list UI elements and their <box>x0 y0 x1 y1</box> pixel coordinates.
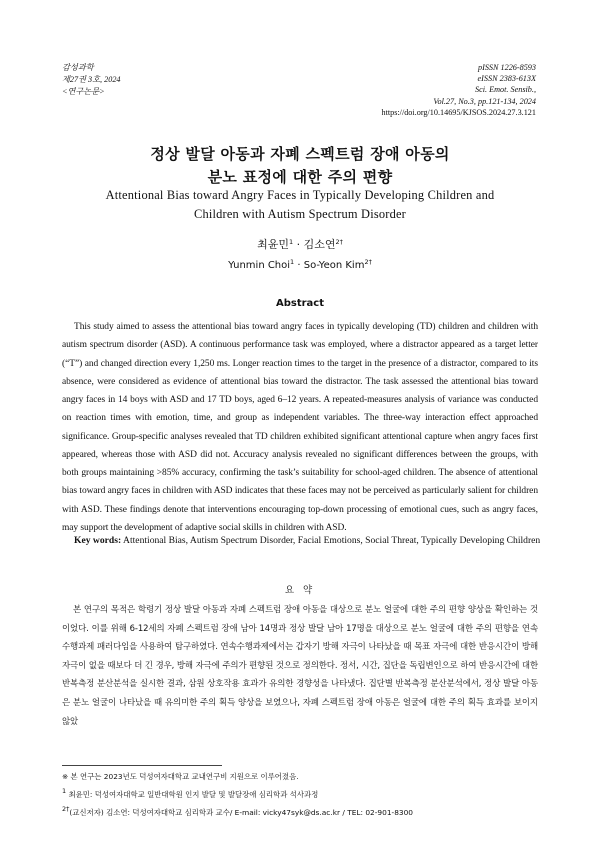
title-english-line-2: Children with Autism Spectrum Disorder <box>193 207 407 221</box>
author-separator-en: · <box>294 260 304 271</box>
author-2-affiliation-mark: 2† <box>335 238 343 246</box>
author-2-name-en: So-Yeon Kim <box>303 260 365 271</box>
author-separator: · <box>293 238 304 251</box>
article-type-ko: <연구논문> <box>62 87 105 96</box>
journal-name-en: Sci. Emot. Sensib., <box>475 85 536 95</box>
abstract-text: This study aimed to assess the attentional bias toward angry faces in typically developing (TD) children and children with autism spectrum disorder (ASD). A continuous performance task was employed, where a distractor appeared as a target letter (“T”) and changed direction every 1,250 ms. Longer reaction times to the target in the presence of a distractor, compared to its absence, were considered as evidence of attentional bias toward the distractor. The task assessed the attentional bias toward angry faces in 14 boys with ASD and 17 TD boys, aged 6–12 years. A repeated-measures analysis of variance was conducted on reaction times with emotion, time, and group as independent variables. The three-way interaction effect approached significance. Group-specific analyses revealed that TD children exhibited significant attentional capture when angry faces first appeared, whereas those with ASD did not. Accuracy analysis revealed no significant differences between the groups, with both groups maintaining >85% accuracy, confirming the task’s suitability for school-aged children. The absence of attentional bias toward angry faces in children with ASD indicates that these faces may not be perceived as particularly salient for children with ASD. These findings denote that interventions encouraging top-down processing of emotional cues, such as angry faces, may support the development of adaptive social skills in children with ASD. <box>62 322 538 533</box>
author-1-affiliation-mark-en: 1 <box>290 258 295 266</box>
title-english-line-1: Attentional Bias toward Angry Faces in Typically Developing Children and <box>105 188 495 202</box>
author-1-name-ko: 최윤민 <box>257 238 289 251</box>
footnote-author-1-mark: 1 <box>62 787 67 796</box>
title-korean <box>0 143 600 189</box>
keywords-label: Key words: <box>74 535 122 546</box>
footnote-author-1-text: 최윤민: 덕성여자대학교 일반대학원 인지 발달 및 발달장애 심리학과 석사과정 <box>66 790 319 800</box>
summary-text: 본 연구의 목적은 학령기 정상 발달 아동과 자폐 스펙트럼 장애 아동을 대상으로 분노 얼굴에 대한 주의 편향 양상을 확인하는 것이었다. 이를 위해 6-12세의 자폐 스펙트럼 장애 남아 14명과 정상 발달 남아 17명을 대상으로 분노 얼굴에 대한 주의 편향을 연속수행과제 패러다임을 사용하여 탐구하였다. 연속수행과제에서는 갑자기 방해 자극이 나타났을 때 목표 자극에 대한 반응시간이 방해 자극이 없을 때보다 더 긴 경우, 방해 자극에 주의가 편향된 것으로 정의한다. 정서, 시간, 집단을 독립변인으로 하여 반응시간에 대한 반복측정 분산분석을 실시한 결과, 삼원 상호작용 효과가 유의한 경향성을 나타냈다. 집단별 반복측정 분산분석에서, 정상 발달 아동은 분노 얼굴이 나타났을 때 유의미한 주의 획득 양상을 보였으나, 자폐 스펙트럼 장애 아동은 얼굴에 대한 주의 획득 효과를 보이지 않았 <box>62 604 538 726</box>
title-korean-line-2: 분노 표정에 대한 주의 편향 <box>207 168 393 186</box>
author-1-name-en: Yunmin Choi <box>228 260 291 271</box>
volume-en: Vol.27, No.3, pp.121-134, 2024 <box>433 96 536 106</box>
title-korean-line-1: 정상 발달 아동과 자폐 스펙트럼 장애 아동의 <box>150 145 450 163</box>
footnote-author-2 <box>62 802 538 820</box>
keywords <box>74 532 596 550</box>
footnote-divider <box>62 765 222 766</box>
author-2-name-ko: 김소연 <box>303 238 336 251</box>
footnote-author-1 <box>62 784 538 802</box>
eissn: eISSN 2383-613X <box>477 74 536 84</box>
footnote-author-2-text: (교신저자) 김소연: 덕성여자대학교 심리학과 교수/ E-mail: vicky47syk@ds.ac.kr / TEL: 02-901-8300 <box>69 808 413 818</box>
journal-header-left <box>62 62 121 98</box>
pissn: pISSN 1226-8593 <box>478 63 536 72</box>
doi-link[interactable]: https://doi.org/10.14695/KJSOS.2024.27.3.121 <box>381 107 536 117</box>
footnote-author-2-mark: 2† <box>62 805 70 814</box>
author-1-affiliation-mark: 1 <box>288 238 294 246</box>
abstract-heading: Abstract <box>275 298 325 309</box>
footnote-funding: ※ 본 연구는 2023년도 덕성여자대학교 교내연구비 지원으로 이루어졌음. <box>62 772 299 781</box>
authors-english <box>0 258 600 271</box>
authors-korean <box>0 236 600 252</box>
journal-name-ko: 감성과학 <box>62 63 94 72</box>
journal-header-right <box>381 62 536 118</box>
footnotes <box>62 770 538 821</box>
summary-heading: 요 약 <box>284 585 316 596</box>
keywords-text: Attentional Bias, Autism Spectrum Disorder, Facial Emotions, Social Threat, Typically Developing Children <box>123 535 541 546</box>
author-2-affiliation-mark-en: 2† <box>364 258 372 266</box>
volume-ko: 제27권 3호, 2024 <box>62 75 121 84</box>
title-english <box>0 186 600 224</box>
